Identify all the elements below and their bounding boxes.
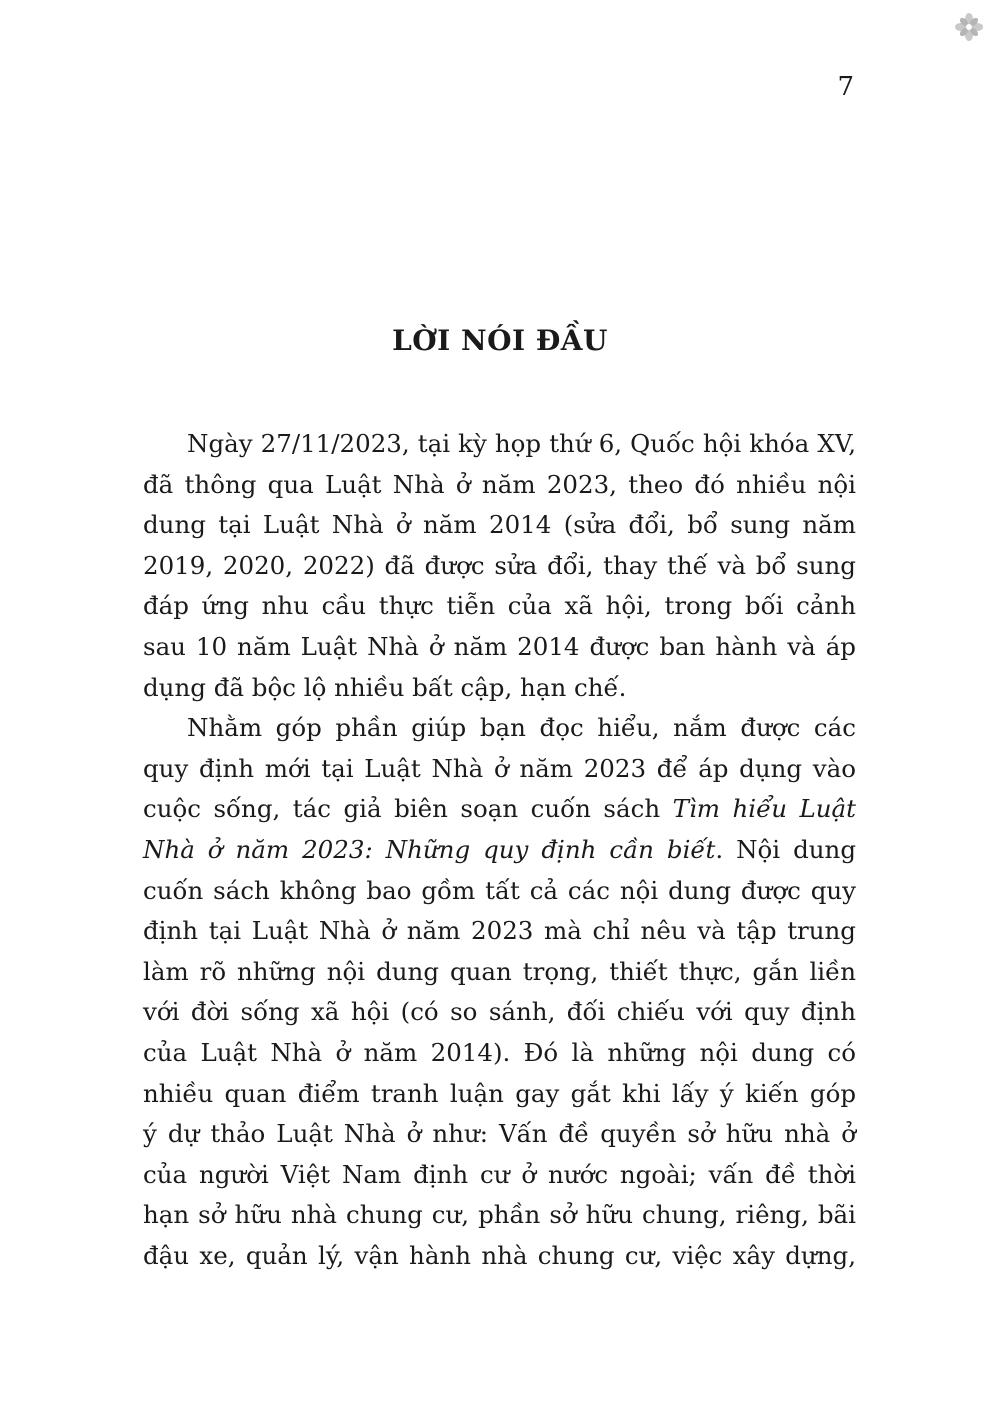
book-title-italic: Tìm hiểu Luật	[672, 794, 857, 824]
book-title-italic: Nhà ở năm 2023: Những quy định cần biết	[143, 834, 716, 864]
paragraph-line: cuốn sách không bao gồm tất cả các nội dung được quy	[143, 875, 856, 905]
page-number: 7	[837, 72, 854, 102]
flower-icon	[954, 12, 984, 42]
paragraph-line: dụng đã bộc lộ nhiều bất cập, hạn chế.	[143, 672, 627, 702]
paragraph-line: của Luật Nhà ở năm 2014). Đó là những nội dung có	[143, 1037, 856, 1067]
paragraph-line: quy định mới tại Luật Nhà ở năm 2023 để áp dụng vào	[143, 753, 856, 783]
paragraph-line: đậu xe, quản lý, vận hành nhà chung cư, việc xây dựng,	[143, 1240, 856, 1270]
page-title: LỜI NÓI ĐẦU	[392, 324, 608, 357]
paragraph-line: định tại Luật Nhà ở năm 2023 mà chỉ nêu và tập trung	[143, 916, 856, 946]
paragraph-line: dung tại Luật Nhà ở năm 2014 (sửa đổi, bổ sung năm	[143, 510, 856, 540]
paragraph-line: làm rõ những nội dung quan trọng, thiết thực, gắn liền	[143, 956, 856, 986]
paragraph-line: đáp ứng nhu cầu thực tiễn của xã hội, trong bối cảnh	[143, 591, 856, 621]
paragraph-line: Nhằm góp phần giúp bạn đọc hiểu, nắm được các	[187, 713, 856, 743]
paragraph-line: sau 10 năm Luật Nhà ở năm 2014 được ban hành và áp	[143, 631, 856, 661]
paragraph-line: với đời sống xã hội (có so sánh, đối chiếu với quy định	[143, 997, 856, 1027]
paragraph-line: nhiều quan điểm tranh luận gay gắt khi lấy ý kiến góp	[143, 1078, 856, 1108]
paragraph-line: của người Việt Nam định cư ở nước ngoài; vấn đề thời	[143, 1159, 856, 1189]
paragraph-line: 2019, 2020, 2022) đã được sửa đổi, thay thế và bổ sung	[143, 550, 856, 580]
body-text	[143, 424, 856, 1276]
paragraph-line: ý dự thảo Luật Nhà ở như: Vấn đề quyền sở hữu nhà ở	[143, 1119, 856, 1149]
paragraph-line: đã thông qua Luật Nhà ở năm 2023, theo đó nhiều nội	[143, 469, 856, 499]
paragraph-line: Nhà ở năm 2023: Những quy định cần biết. Nội dung	[143, 834, 856, 864]
paragraph-line: Ngày 27/11/2023, tại kỳ họp thứ 6, Quốc hội khóa XV,	[187, 429, 856, 458]
paragraph-line: hạn sở hữu nhà chung cư, phần sở hữu chung, riêng, bãi	[143, 1200, 856, 1230]
paragraph-line: cuộc sống, tác giả biên soạn cuốn sách Tìm hiểu Luật	[143, 794, 857, 824]
